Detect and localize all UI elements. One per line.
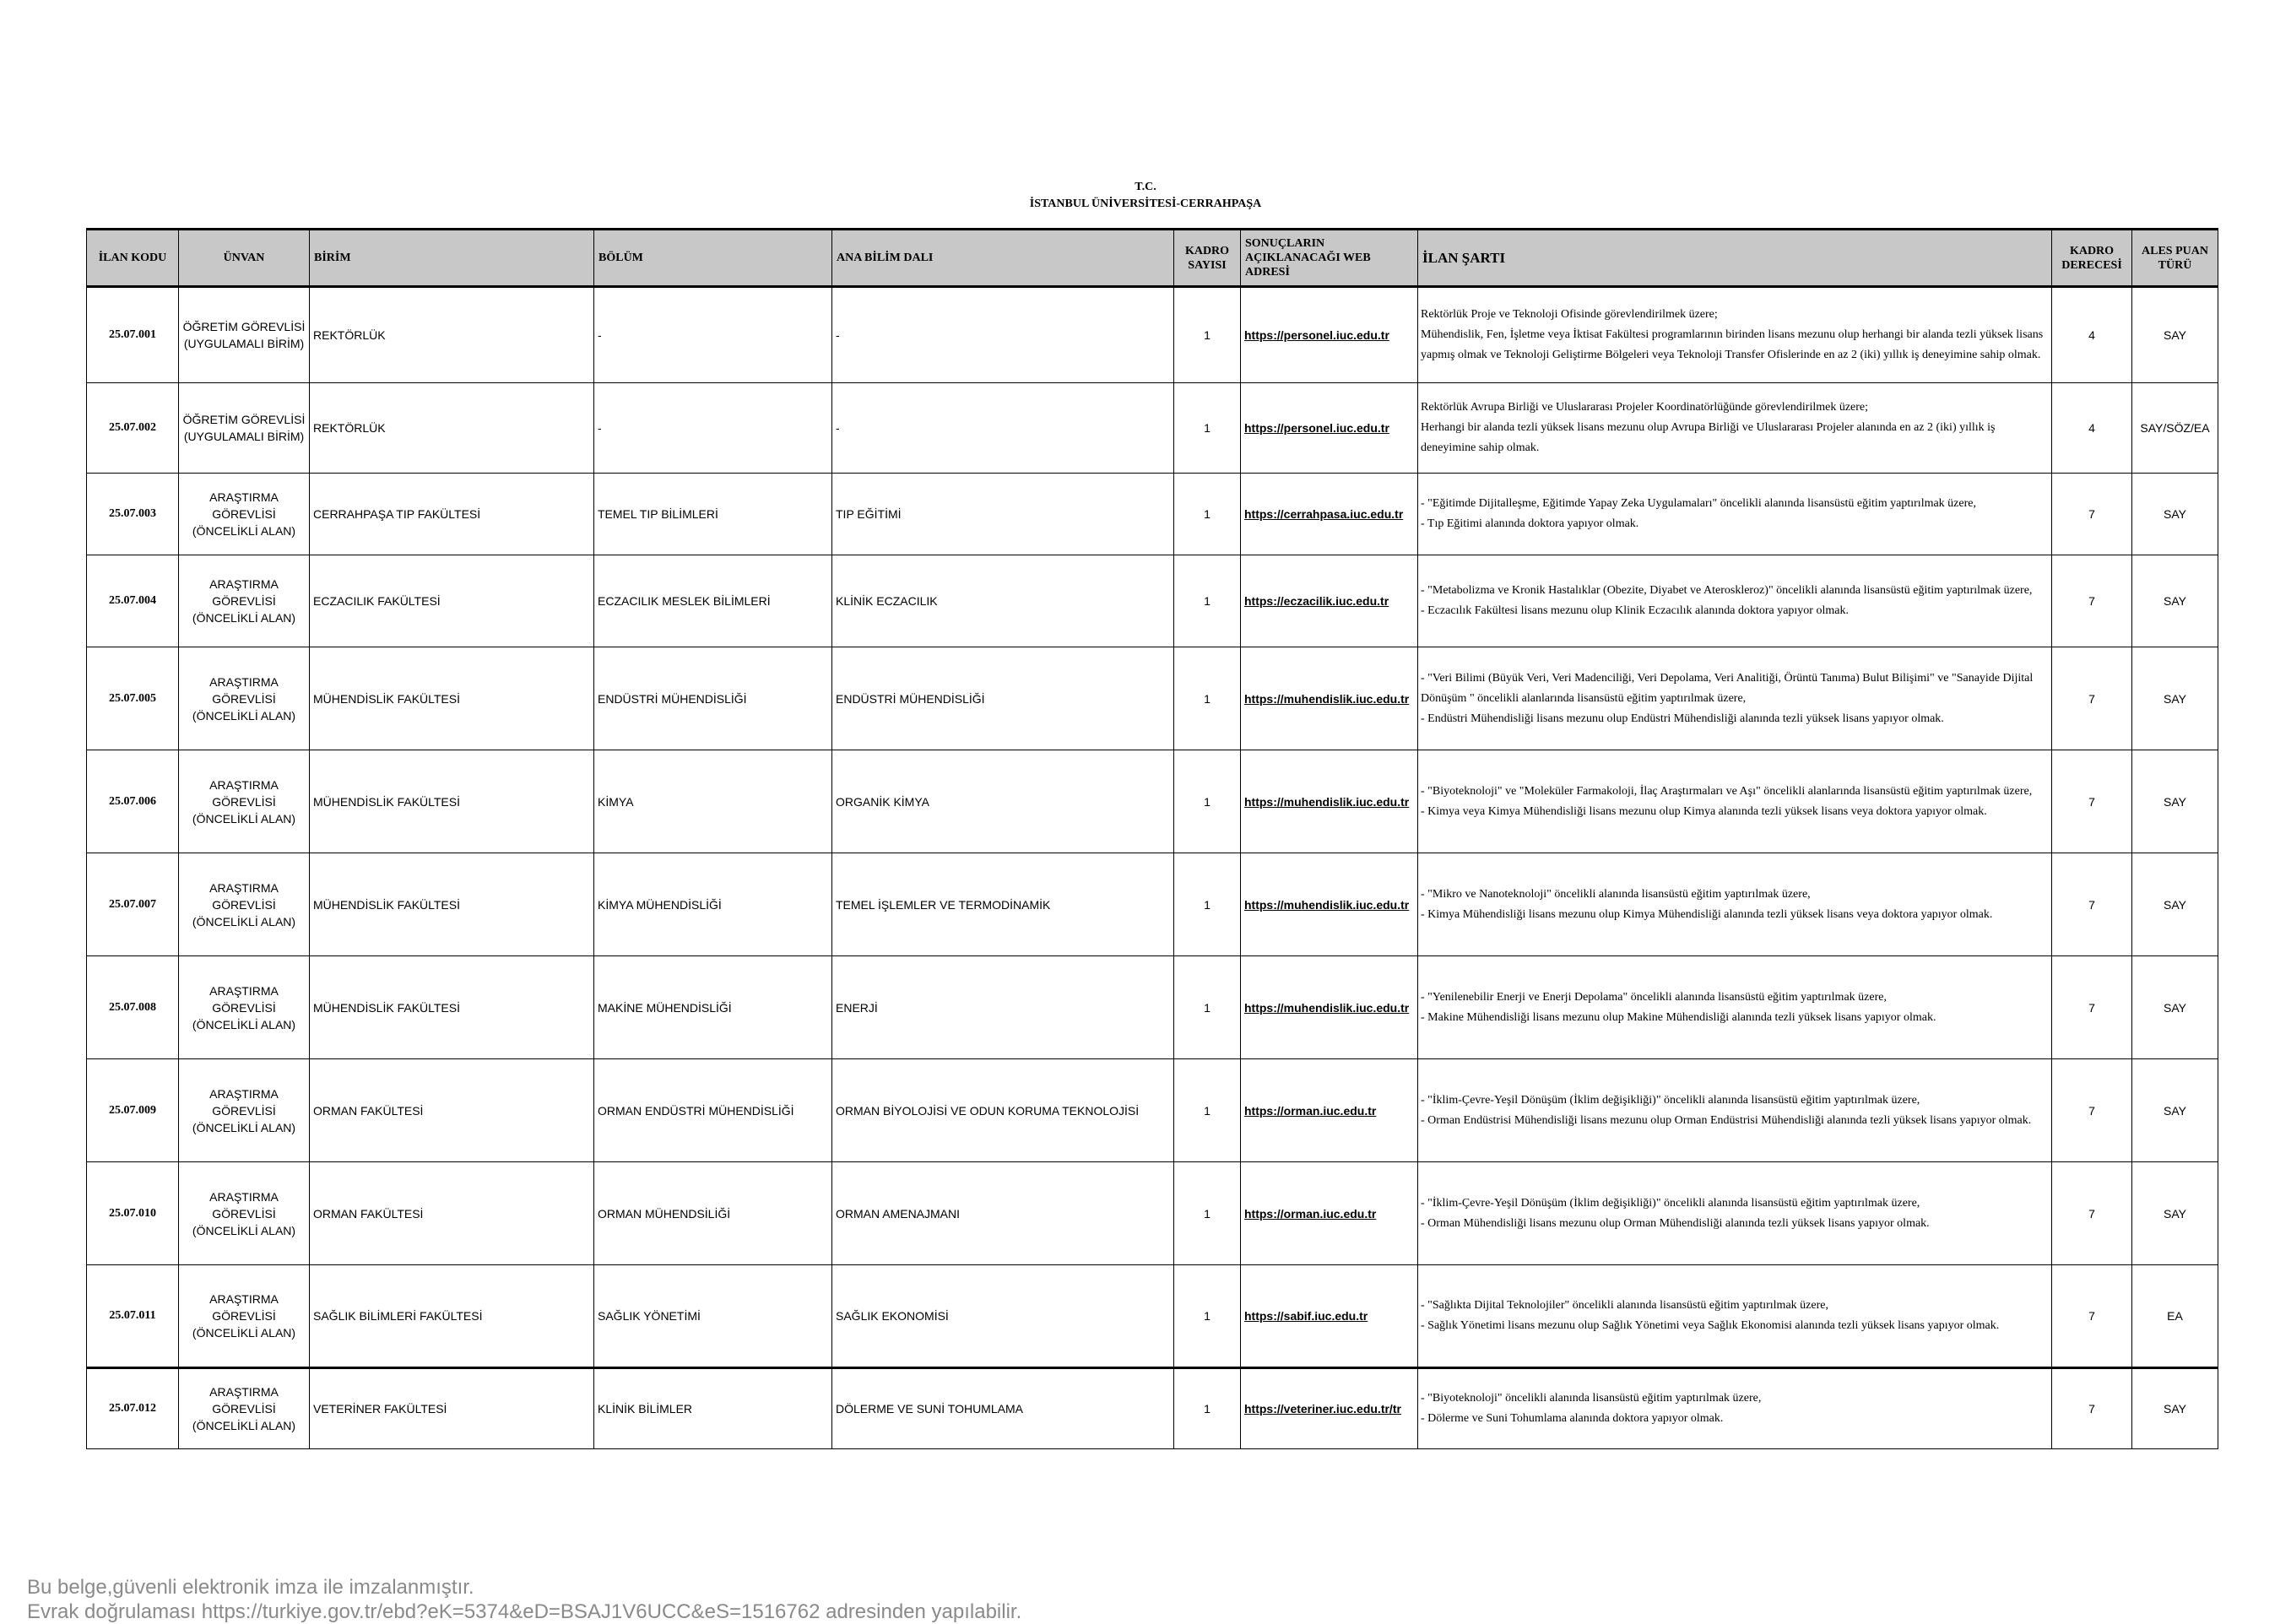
kadro-sayisi-cell: 1 bbox=[1174, 287, 1241, 383]
ilan-sarti-cell: - "Mikro ve Nanoteknoloji" öncelikli alanında lisansüstü eğitim yaptırılmak üzere, - Kimya Mühendisliği lisans mezunu olup Kimya Mühendisliği alanında tezli yüksek lisans veya doktora yapıyor olmak. bbox=[1418, 853, 2052, 956]
birim-cell: MÜHENDİSLİK FAKÜLTESİ bbox=[310, 647, 594, 750]
unvan-cell: ARAŞTIRMA GÖREVLİSİ (ÖNCELİKLİ ALAN) bbox=[179, 750, 310, 853]
bolum-cell: ENDÜSTRİ MÜHENDİSLİĞİ bbox=[594, 647, 832, 750]
ales-puan-turu-cell: SAY bbox=[2132, 1162, 2218, 1265]
kadro-sayisi-cell: 1 bbox=[1174, 750, 1241, 853]
ana-bilim-dali-cell: DÖLERME VE SUNİ TOHUMLAMA bbox=[832, 1368, 1174, 1449]
web-link[interactable]: https://sabif.iuc.edu.tr bbox=[1244, 1309, 1368, 1323]
table-row bbox=[87, 1059, 2218, 1162]
ilan-sarti-cell: - "Metabolizma ve Kronik Hastalıklar (Obezite, Diyabet ve Ateroskleroz)" öncelikli alanında lisansüstü eğitim yaptırılmak üzere, - Eczacılık Fakültesi lisans mezunu olup Klinik Eczacılık alanında doktora yapıyor olmak. bbox=[1418, 555, 2052, 647]
ana-bilim-dali-cell: ORMAN AMENAJMANI bbox=[832, 1162, 1174, 1265]
web-address-link bbox=[1241, 1059, 1418, 1162]
kadro-derecesi-cell: 4 bbox=[2052, 287, 2132, 383]
kadro-sayisi-cell: 1 bbox=[1174, 853, 1241, 956]
ilan-sarti-cell: Rektörlük Proje ve Teknoloji Ofisinde görevlendirilmek üzere; Mühendislik, Fen, İşletme veya İktisat Fakültesi programlarının birinden lisans mezunu olup herhangi bir alanda tezli yüksek lisans yapmış olmak ve Teknoloji Geliştirme Bölgeleri veya Teknoloji Transfer Ofislerinde en az 2 (iki) yıllık iş deneyimine sahip olmak. bbox=[1418, 287, 2052, 383]
unvan-cell: ÖĞRETİM GÖREVLİSİ (UYGULAMALI BİRİM) bbox=[179, 287, 310, 383]
unvan-cell: ARAŞTIRMA GÖREVLİSİ (ÖNCELİKLİ ALAN) bbox=[179, 1059, 310, 1162]
unvan-cell: ARAŞTIRMA GÖREVLİSİ (ÖNCELİKLİ ALAN) bbox=[179, 1368, 310, 1449]
heading-university: İSTANBUL ÜNİVERSİTESİ-CERRAHPAŞA bbox=[1029, 198, 1262, 210]
ana-bilim-dali-cell: ORMAN BİYOLOJİSİ VE ODUN KORUMA TEKNOLOJİSİ bbox=[832, 1059, 1174, 1162]
bolum-cell: KİMYA bbox=[594, 750, 832, 853]
web-link[interactable]: https://orman.iuc.edu.tr bbox=[1244, 1206, 1377, 1221]
heading-tc: T.C. bbox=[1135, 181, 1156, 193]
table-row bbox=[87, 956, 2218, 1059]
unvan-cell: ARAŞTIRMA GÖREVLİSİ (ÖNCELİKLİ ALAN) bbox=[179, 555, 310, 647]
ilan-kodu-cell: 25.07.001 bbox=[87, 287, 179, 383]
ilan-sarti-cell: - "Sağlıkta Dijital Teknolojiler" öncelikli alanında lisansüstü eğitim yaptırılmak üzere, - Sağlık Yönetimi lisans mezunu olup Sağlık Yönetimi veya Sağlık Ekonomisi alanında tezli yüksek lisans yapıyor olmak. bbox=[1418, 1265, 2052, 1368]
web-address-link bbox=[1241, 1368, 1418, 1449]
ana-bilim-dali-cell: TIP EĞİTİMİ bbox=[832, 474, 1174, 555]
table-row bbox=[87, 474, 2218, 555]
web-link[interactable]: https://personel.iuc.edu.tr bbox=[1244, 328, 1389, 342]
kadro-derecesi-cell: 4 bbox=[2052, 383, 2132, 474]
kadro-sayisi-cell: 1 bbox=[1174, 1265, 1241, 1368]
web-link[interactable]: https://personel.iuc.edu.tr bbox=[1244, 421, 1389, 435]
footer-signature-note: Bu belge,güvenli elektronik imza ile imzalanmıştır. bbox=[27, 1576, 474, 1599]
kadro-sayisi-cell: 1 bbox=[1174, 383, 1241, 474]
col-birim: BİRİM bbox=[310, 230, 594, 287]
ilan-kodu-cell: 25.07.006 bbox=[87, 750, 179, 853]
kadro-sayisi-cell: 1 bbox=[1174, 474, 1241, 555]
kadro-derecesi-cell: 7 bbox=[2052, 853, 2132, 956]
unvan-cell: ARAŞTIRMA GÖREVLİSİ (ÖNCELİKLİ ALAN) bbox=[179, 1162, 310, 1265]
ana-bilim-dali-cell: ORGANİK KİMYA bbox=[832, 750, 1174, 853]
birim-cell: ECZACILIK FAKÜLTESİ bbox=[310, 555, 594, 647]
kadro-derecesi-cell: 7 bbox=[2052, 750, 2132, 853]
col-ilan-kodu: İLAN KODU bbox=[87, 230, 179, 287]
birim-cell: MÜHENDİSLİK FAKÜLTESİ bbox=[310, 956, 594, 1059]
kadro-derecesi-cell: 7 bbox=[2052, 474, 2132, 555]
ilan-kodu-cell: 25.07.005 bbox=[87, 647, 179, 750]
ilan-kodu-cell: 25.07.012 bbox=[87, 1368, 179, 1449]
bolum-cell: ECZACILIK MESLEK BİLİMLERİ bbox=[594, 555, 832, 647]
ilan-kodu-cell: 25.07.008 bbox=[87, 956, 179, 1059]
web-address-link bbox=[1241, 287, 1418, 383]
table-row bbox=[87, 647, 2218, 750]
web-address-link bbox=[1241, 853, 1418, 956]
ales-puan-turu-cell: SAY bbox=[2132, 287, 2218, 383]
table-row bbox=[87, 750, 2218, 853]
bolum-cell: ORMAN ENDÜSTRİ MÜHENDİSLİĞİ bbox=[594, 1059, 832, 1162]
ales-puan-turu-cell: SAY bbox=[2132, 474, 2218, 555]
ana-bilim-dali-cell: ENERJİ bbox=[832, 956, 1174, 1059]
table-row bbox=[87, 383, 2218, 474]
ales-puan-turu-cell: SAY bbox=[2132, 956, 2218, 1059]
footer-verification-link: Evrak doğrulaması https://turkiye.gov.tr/ebd?eK=5374&eD=BSAJ1V6UCC&eS=1516762 adresinden yapılabilir. bbox=[27, 1600, 1022, 1623]
bolum-cell: KİMYA MÜHENDİSLİĞİ bbox=[594, 853, 832, 956]
kadro-derecesi-cell: 7 bbox=[2052, 1059, 2132, 1162]
birim-cell: REKTÖRLÜK bbox=[310, 383, 594, 474]
ilan-kodu-cell: 25.07.009 bbox=[87, 1059, 179, 1162]
kadro-sayisi-cell: 1 bbox=[1174, 1059, 1241, 1162]
table-row bbox=[87, 1265, 2218, 1368]
kadro-sayisi-cell: 1 bbox=[1174, 1368, 1241, 1449]
unvan-cell: ARAŞTIRMA GÖREVLİSİ (ÖNCELİKLİ ALAN) bbox=[179, 647, 310, 750]
ilan-sarti-cell: - "Biyoteknoloji" öncelikli alanında lisansüstü eğitim yaptırılmak üzere, - Dölerme ve Suni Tohumlama alanında doktora yapıyor olmak. bbox=[1418, 1368, 2052, 1449]
birim-cell: CERRAHPAŞA TIP FAKÜLTESİ bbox=[310, 474, 594, 555]
birim-cell: ORMAN FAKÜLTESİ bbox=[310, 1059, 594, 1162]
col-web-adresi: SONUÇLARIN AÇIKLANACAĞI WEB ADRESİ bbox=[1241, 230, 1418, 287]
table-row bbox=[87, 1368, 2218, 1449]
ales-puan-turu-cell: EA bbox=[2132, 1265, 2218, 1368]
web-address-link bbox=[1241, 750, 1418, 853]
col-unvan: ÜNVAN bbox=[179, 230, 310, 287]
bolum-cell: ORMAN MÜHENDSİLİĞİ bbox=[594, 1162, 832, 1265]
ales-puan-turu-cell: SAY bbox=[2132, 750, 2218, 853]
ilan-kodu-cell: 25.07.003 bbox=[87, 474, 179, 555]
col-kadro-sayisi: KADRO SAYISI bbox=[1174, 230, 1241, 287]
bolum-cell: KLİNİK BİLİMLER bbox=[594, 1368, 832, 1449]
web-link[interactable]: https://veteriner.iuc.edu.tr/tr bbox=[1244, 1402, 1401, 1416]
kadro-derecesi-cell: 7 bbox=[2052, 1368, 2132, 1449]
web-address-link bbox=[1241, 1162, 1418, 1265]
ales-puan-turu-cell: SAY/SÖZ/EA bbox=[2132, 383, 2218, 474]
ilan-sarti-cell: - "İklim-Çevre-Yeşil Dönüşüm (İklim değişikliği)" öncelikli alanında lisansüstü eğitim yaptırılmak üzere, - Orman Mühendisliği lisans mezunu olup Orman Mühendisliği alanında tezli yüksek lisans yapıyor olmak. bbox=[1418, 1162, 2052, 1265]
web-link[interactable]: https://muhendislik.iuc.edu.tr bbox=[1244, 1000, 1410, 1015]
web-link[interactable]: https://muhendislik.iuc.edu.tr bbox=[1244, 691, 1410, 706]
kadro-derecesi-cell: 7 bbox=[2052, 555, 2132, 647]
bolum-cell: - bbox=[594, 287, 832, 383]
unvan-cell: ÖĞRETİM GÖREVLİSİ (UYGULAMALI BİRİM) bbox=[179, 383, 310, 474]
web-link[interactable]: https://orman.iuc.edu.tr bbox=[1244, 1103, 1377, 1118]
ilan-sarti-cell: - "Yenilenebilir Enerji ve Enerji Depolama" öncelikli alanında lisansüstü eğitim yaptırılmak üzere, - Makine Mühendisliği lisans mezunu olup Makine Mühendisliği alanında tezli yüksek lisans yapıyor olmak. bbox=[1418, 956, 2052, 1059]
ilan-kodu-cell: 25.07.011 bbox=[87, 1265, 179, 1368]
birim-cell: VETERİNER FAKÜLTESİ bbox=[310, 1368, 594, 1449]
birim-cell: MÜHENDİSLİK FAKÜLTESİ bbox=[310, 853, 594, 956]
web-address-link bbox=[1241, 956, 1418, 1059]
unvan-cell: ARAŞTIRMA GÖREVLİSİ (ÖNCELİKLİ ALAN) bbox=[179, 853, 310, 956]
table-row bbox=[87, 1162, 2218, 1265]
bolum-cell: MAKİNE MÜHENDİSLİĞİ bbox=[594, 956, 832, 1059]
ilan-sarti-cell: - "Biyoteknoloji" ve "Moleküler Farmakoloji, İlaç Araştırmaları ve Aşı" öncelikli alanlarında lisansüstü eğitim yaptırılmak üzere, - Kimya veya Kimya Mühendisliği lisans mezunu olup Kimya alanında tezli yüksek lisans veya doktora yapıyor olmak. bbox=[1418, 750, 2052, 853]
e-signature-footer bbox=[27, 1575, 1021, 1624]
birim-cell: MÜHENDİSLİK FAKÜLTESİ bbox=[310, 750, 594, 853]
kadro-sayisi-cell: 1 bbox=[1174, 555, 1241, 647]
ilan-sarti-cell: - "Veri Bilimi (Büyük Veri, Veri Madenciliği, Veri Depolama, Veri Analitiği, Örüntü Tanıma) Bulut Bilişimi" ve "Sanayide Dijital Dönüşüm " öncelikli alanlarında lisansüstü eğitim yaptırılmak üzere, - Endüstri Mühendisliği lisans mezunu olup Endüstri Mühendisliği alanında tezli yüksek lisans yapıyor olmak. bbox=[1418, 647, 2052, 750]
kadro-sayisi-cell: 1 bbox=[1174, 956, 1241, 1059]
unvan-cell: ARAŞTIRMA GÖREVLİSİ (ÖNCELİKLİ ALAN) bbox=[179, 1265, 310, 1368]
kadro-derecesi-cell: 7 bbox=[2052, 1265, 2132, 1368]
col-bolum: BÖLÜM bbox=[594, 230, 832, 287]
ana-bilim-dali-cell: - bbox=[832, 383, 1174, 474]
bolum-cell: TEMEL TIP BİLİMLERİ bbox=[594, 474, 832, 555]
kadro-sayisi-cell: 1 bbox=[1174, 1162, 1241, 1265]
web-link[interactable]: https://muhendislik.iuc.edu.tr bbox=[1244, 794, 1410, 809]
ilan-kodu-cell: 25.07.002 bbox=[87, 383, 179, 474]
ilan-kodu-cell: 25.07.010 bbox=[87, 1162, 179, 1265]
ilan-sarti-cell: Rektörlük Avrupa Birliği ve Uluslararası Projeler Koordinatörlüğünde görevlendirilmek üzere; Herhangi bir alanda tezli yüksek lisans mezunu olup Avrupa Birliği ve Uluslararası Projeler alanında en az 2 (iki) yıllık iş deneyimine sahip olmak. bbox=[1418, 383, 2052, 474]
job-listing-table bbox=[86, 228, 2218, 1449]
table-header-row bbox=[87, 230, 2218, 287]
kadro-derecesi-cell: 7 bbox=[2052, 956, 2132, 1059]
table-row bbox=[87, 555, 2218, 647]
birim-cell: SAĞLIK BİLİMLERİ FAKÜLTESİ bbox=[310, 1265, 594, 1368]
ana-bilim-dali-cell: - bbox=[832, 287, 1174, 383]
ilan-kodu-cell: 25.07.004 bbox=[87, 555, 179, 647]
col-ales-puan-turu: ALES PUAN TÜRÜ bbox=[2132, 230, 2218, 287]
col-kadro-derecesi: KADRO DERECESİ bbox=[2052, 230, 2132, 287]
web-link[interactable]: https://eczacilik.iuc.edu.tr bbox=[1244, 594, 1389, 608]
ana-bilim-dali-cell: SAĞLIK EKONOMİSİ bbox=[832, 1265, 1174, 1368]
col-ilan-sarti: İLAN ŞARTI bbox=[1418, 230, 2052, 287]
kadro-derecesi-cell: 7 bbox=[2052, 647, 2132, 750]
ales-puan-turu-cell: SAY bbox=[2132, 555, 2218, 647]
web-address-link bbox=[1241, 1265, 1418, 1368]
ilan-sarti-cell: - "İklim-Çevre-Yeşil Dönüşüm (İklim değişikliği)" öncelikli alanında lisansüstü eğitim yaptırılmak üzere, - Orman Endüstrisi Mühendisliği lisans mezunu olup Orman Endüstrisi Mühendisliği alanında tezli yüksek lisans yapıyor olmak. bbox=[1418, 1059, 2052, 1162]
kadro-sayisi-cell: 1 bbox=[1174, 647, 1241, 750]
ilan-sarti-cell: - "Eğitimde Dijitalleşme, Eğitimde Yapay Zeka Uygulamaları" öncelikli alanında lisansüstü eğitim yaptırılmak üzere, - Tıp Eğitimi alanında doktora yapıyor olmak. bbox=[1418, 474, 2052, 555]
ana-bilim-dali-cell: TEMEL İŞLEMLER VE TERMODİNAMİK bbox=[832, 853, 1174, 956]
ales-puan-turu-cell: SAY bbox=[2132, 647, 2218, 750]
web-address-link bbox=[1241, 474, 1418, 555]
kadro-derecesi-cell: 7 bbox=[2052, 1162, 2132, 1265]
ilan-kodu-cell: 25.07.007 bbox=[87, 853, 179, 956]
table-row bbox=[87, 287, 2218, 383]
ana-bilim-dali-cell: ENDÜSTRİ MÜHENDİSLİĞİ bbox=[832, 647, 1174, 750]
web-link[interactable]: https://cerrahpasa.iuc.edu.tr bbox=[1244, 507, 1404, 521]
web-address-link bbox=[1241, 647, 1418, 750]
document-heading bbox=[0, 179, 2291, 213]
web-address-link bbox=[1241, 383, 1418, 474]
ana-bilim-dali-cell: KLİNİK ECZACILIK bbox=[832, 555, 1174, 647]
unvan-cell: ARAŞTIRMA GÖREVLİSİ (ÖNCELİKLİ ALAN) bbox=[179, 956, 310, 1059]
bolum-cell: - bbox=[594, 383, 832, 474]
ales-puan-turu-cell: SAY bbox=[2132, 853, 2218, 956]
unvan-cell: ARAŞTIRMA GÖREVLİSİ (ÖNCELİKLİ ALAN) bbox=[179, 474, 310, 555]
ales-puan-turu-cell: SAY bbox=[2132, 1368, 2218, 1449]
table-row bbox=[87, 853, 2218, 956]
birim-cell: ORMAN FAKÜLTESİ bbox=[310, 1162, 594, 1265]
ales-puan-turu-cell: SAY bbox=[2132, 1059, 2218, 1162]
col-ana-bilim-dali: ANA BİLİM DALI bbox=[832, 230, 1174, 287]
birim-cell: REKTÖRLÜK bbox=[310, 287, 594, 383]
bolum-cell: SAĞLIK YÖNETİMİ bbox=[594, 1265, 832, 1368]
web-address-link bbox=[1241, 555, 1418, 647]
web-link[interactable]: https://muhendislik.iuc.edu.tr bbox=[1244, 897, 1410, 912]
